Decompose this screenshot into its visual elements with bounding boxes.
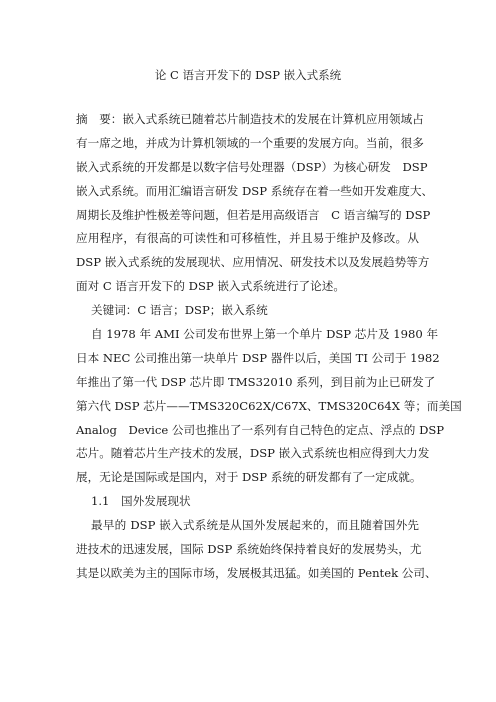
paragraph-line: 年推出了第一代 DSP 芯片即 TMS32010 系列，到目前为止已研发了 (76, 374, 436, 389)
abstract-line: 有一席之地，并成为计算机领域的一个重要的发展方向。当前，很多 (76, 135, 424, 150)
abstract-line: 摘 要：嵌入式系统已随着芯片制造技术的发展在计算机应用领域占 (76, 112, 424, 126)
abstract-line: 面对 C 语言开发下的 DSP 嵌入式系统进行了论述。 (76, 279, 345, 294)
paragraph-line: 展，无论是国际或是国内，对于 DSP 系统的研发都有了一定成就。 (76, 470, 422, 485)
paragraph-line: 第六代 DSP 芯片——TMS320C62X/C67X、TMS320C64X 等；而美国 (76, 398, 462, 413)
section-heading: 1.1 国外发展现状 (91, 494, 191, 509)
document-body (76, 108, 462, 586)
paragraph-line: 其是以欧美为主的国际市场，发展极其迅猛。如美国的 Pentek 公司、 (76, 565, 437, 580)
abstract-line: DSP 嵌入式系统的发展现状、应用情况、研发技术以及发展趋势等方 (76, 255, 430, 270)
paragraph-line: 自 1978 年 AMI 公司发布世界上第一个单片 DSP 芯片及 1980 年 (91, 327, 439, 342)
document-title: 论 C 语言开发下的 DSP 嵌入式系统 (154, 68, 342, 82)
paragraph-line: 最早的 DSP 嵌入式系统是从国外发展起来的，而且随着国外先 (91, 518, 419, 533)
abstract-line: 嵌入式系统。而用汇编语言研发 DSP 系统存在着一些如开发难度大、 (76, 183, 434, 198)
abstract-line: 周期长及维护性极差等问题，但若是用高级语言 C 语言编写的 DSP (76, 207, 431, 222)
paragraph-line: Analog Device 公司也推出了一系列有自己特色的定点、浮点的 DSP (76, 422, 445, 437)
paragraph-line: 芯片。随着芯片生产技术的发展，DSP 嵌入式系统也相应得到大力发 (76, 446, 430, 461)
keywords-line: 关键词：C 语言；DSP；嵌入系统 (91, 303, 268, 318)
abstract-line: 应用程序，有很高的可读性和可移植性，并且易于维护及修改。从 (76, 231, 419, 246)
paragraph-line: 日本 NEC 公司推出第一块单片 DSP 器件以后，美国 TI 公司于 1982 (76, 350, 440, 365)
paragraph-line: 进技术的迅速发展，国际 DSP 系统始终保持着良好的发展势头，尤 (76, 542, 422, 557)
abstract-line: 嵌入式系统的开发都是以数字信号处理器（DSP）为核心研发 DSP (76, 159, 428, 174)
